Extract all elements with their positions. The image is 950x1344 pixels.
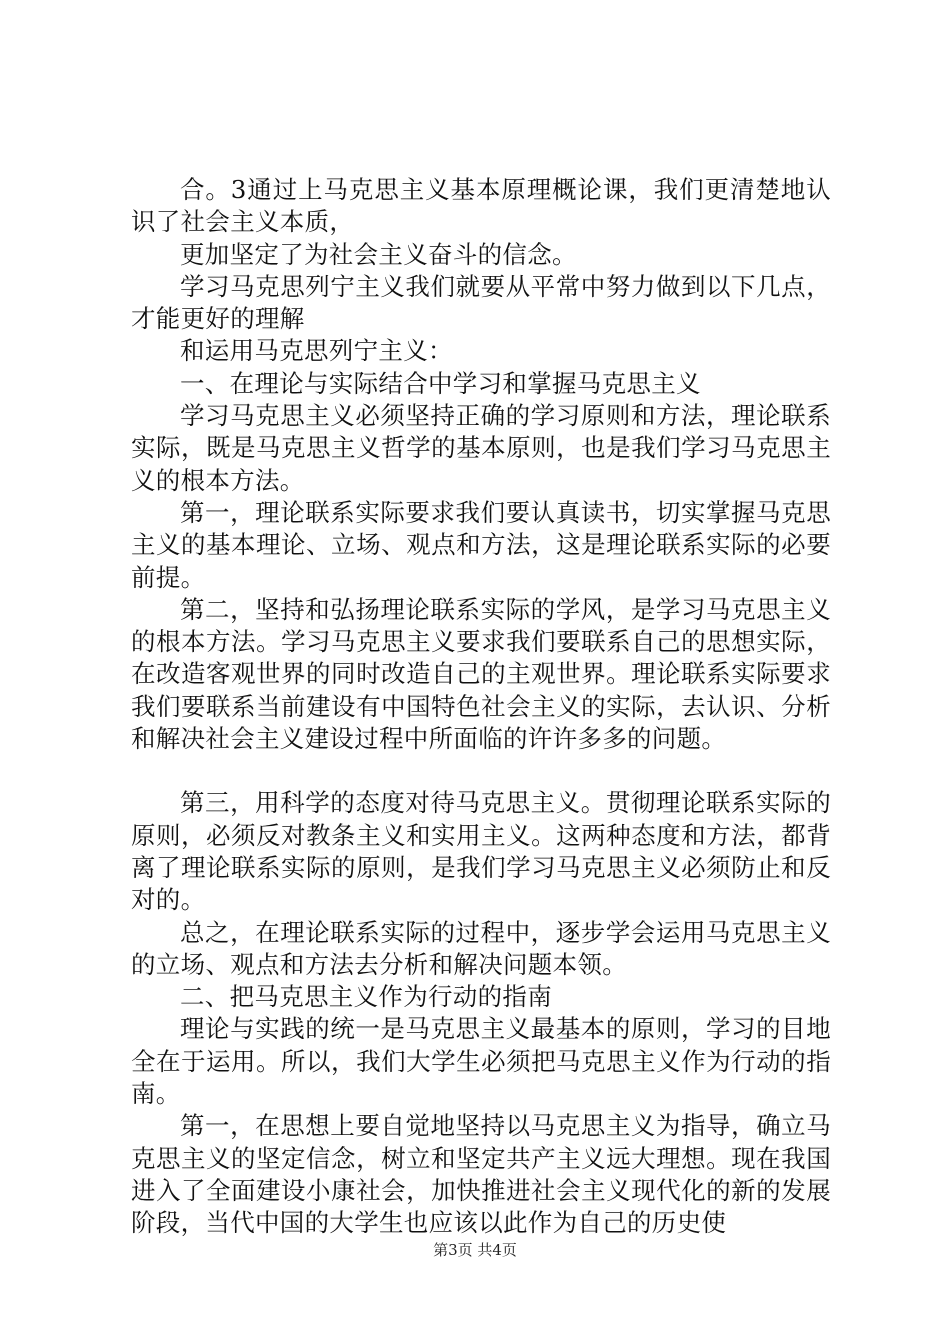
- paragraph: 合。3通过上马克思主义基本原理概论课，我们更清楚地认识了社会主义本质，: [131, 175, 831, 237]
- paragraph: 第二，坚持和弘扬理论联系实际的学风，是学习马克思主义的根本方法。学习马克思主义要求我们要联系自己的思想实际，在改造客观世界的同时改造自己的主观世界。理论联系实际要求我们要联系当前建设有中国特色社会主义的实际，去认识、分析和解决社会主义建设过程中所面临的许许多多的问题。: [131, 594, 831, 754]
- section-heading: 二、把马克思主义作为行动的指南: [180, 982, 552, 1012]
- paragraph: 和运用马克思列宁主义：: [180, 336, 453, 366]
- paragraph: 第三，用科学的态度对待马克思主义。贯彻理论联系实际的原则，必须反对教条主义和实用主义。这两种态度和方法，都背离了理论联系实际的原则，是我们学习马克思主义必须防止和反对的。: [131, 788, 831, 915]
- paragraph: 总之，在理论联系实际的过程中，逐步学会运用马克思主义的立场、观点和方法去分析和解决问题本领。: [131, 917, 831, 979]
- paragraph: 学习马克思列宁主义我们就要从平常中努力做到以下几点，才能更好的理解: [131, 271, 831, 334]
- paragraph-spacer: [131, 755, 831, 787]
- page-number-footer: 第3页 共4页: [433, 1241, 517, 1259]
- paragraph: 第一，在思想上要自觉地坚持以马克思主义为指导，确立马克思主义的坚定信念，树立和坚定共产主义远大理想。现在我国进入了全面建设小康社会，加快推进社会主义现代化的新的发展阶段，当代中国的大学生也应该以此作为自己的历史使: [131, 1111, 831, 1238]
- paragraph: 更加坚定了为社会主义奋斗的信念。: [180, 239, 577, 269]
- document-body: [131, 174, 831, 1240]
- paragraph: 学习马克思主义必须坚持正确的学习原则和方法，理论联系实际，既是马克思主义哲学的基本原则，也是我们学习马克思主义的根本方法。: [131, 401, 831, 495]
- paragraph: 第一，理论联系实际要求我们要认真读书，切实掌握马克思主义的基本理论、立场、观点和方法，这是理论联系实际的必要前提。: [131, 497, 831, 592]
- section-heading: 一、在理论与实际结合中学习和掌握马克思主义: [180, 368, 701, 398]
- paragraph: 理论与实践的统一是马克思主义最基本的原则，学习的目地全在于运用。所以，我们大学生必须把马克思主义作为行动的指南。: [131, 1014, 831, 1109]
